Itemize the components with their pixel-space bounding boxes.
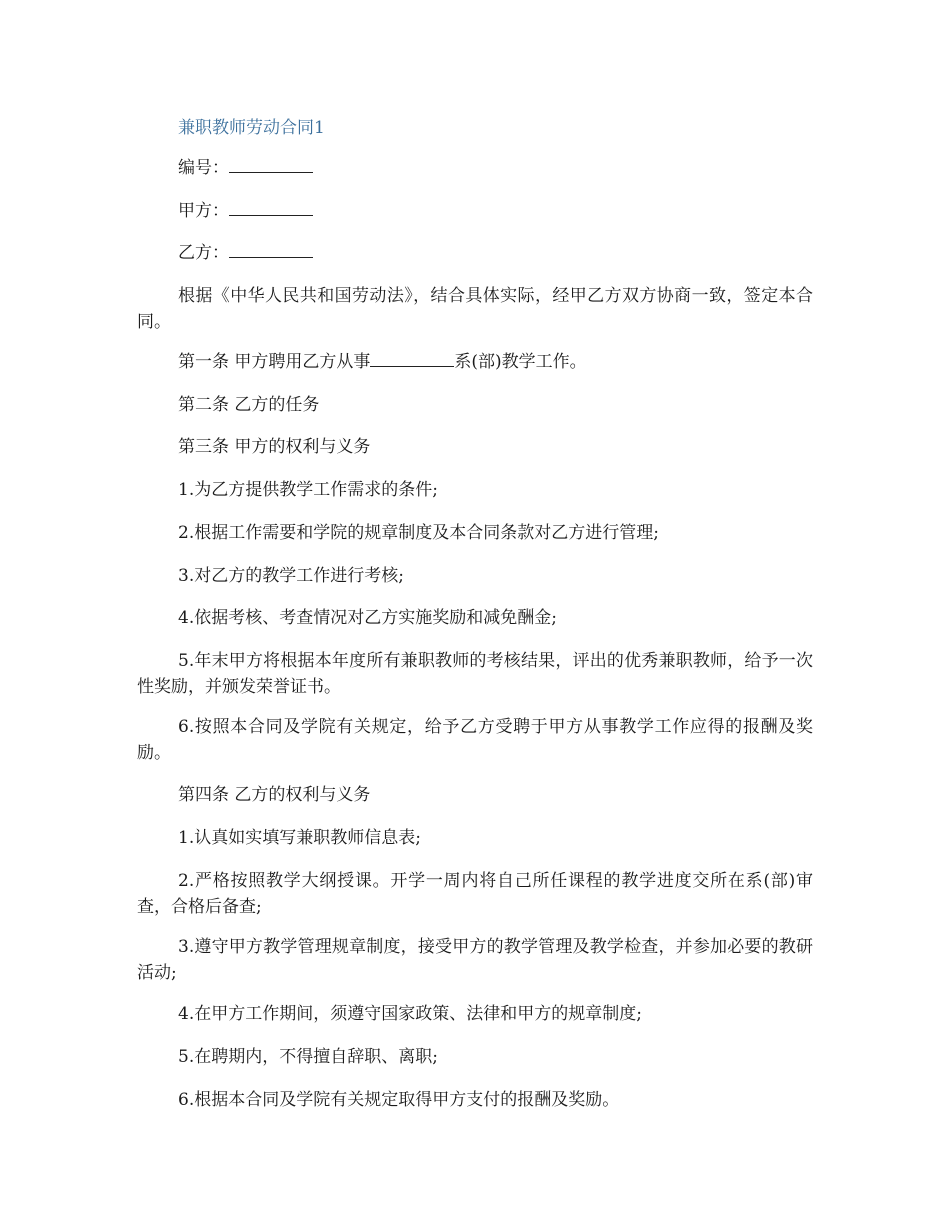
number-label: 编号： <box>178 158 229 178</box>
party-b-blank <box>229 243 313 258</box>
article-4-item: 4.在甲方工作期间，须遵守国家政策、法律和甲方的规章制度; <box>178 1004 642 1024</box>
party-a-field <box>178 198 313 224</box>
article-1-text-after: 系(部)教学工作。 <box>454 352 587 372</box>
article-3-item: 2.根据工作需要和学院的规章制度及本合同条款对乙方进行管理; <box>178 523 659 543</box>
article-4-item: 3.遵守甲方教学管理规章制度，接受甲方的教学管理及教学检查，并参加必要的教研活动; <box>137 937 813 983</box>
number-field <box>178 155 313 181</box>
article-3-item: 5.年末甲方将根据本年度所有兼职教师的考核结果，评出的优秀兼职教师，给予一次性奖励，并颁发荣誉证书。 <box>137 651 813 697</box>
article-1-text-before: 第一条 甲方聘用乙方从事 <box>178 352 371 372</box>
party-b-field <box>178 240 313 266</box>
number-blank <box>229 158 313 173</box>
article-1 <box>178 349 587 375</box>
article-1-blank <box>370 352 454 367</box>
article-4-item: 2.严格按照教学大纲授课。开学一周内将自己所任课程的教学进度交所在系(部)审查，合格后备查; <box>137 871 813 917</box>
article-4-item: 1.认真如实填写兼职教师信息表; <box>178 828 421 848</box>
document-title: 兼职教师劳动合同1 <box>178 118 325 138</box>
article-2-heading: 第二条 乙方的任务 <box>178 395 320 415</box>
party-a-label: 甲方： <box>178 201 229 221</box>
article-3-heading: 第三条 甲方的权利与义务 <box>178 437 371 457</box>
party-b-label: 乙方： <box>178 243 229 263</box>
article-3-item: 6.按照本合同及学院有关规定，给予乙方受聘于甲方从事教学工作应得的报酬及奖励。 <box>137 717 813 763</box>
intro-paragraph: 根据《中华人民共和国劳动法》，结合具体实际，经甲乙方双方协商一致，签定本合同。 <box>137 286 813 332</box>
article-4-item: 5.在聘期内，不得擅自辞职、离职; <box>178 1047 438 1067</box>
article-3-item: 4.依据考核、考查情况对乙方实施奖励和减免酬金; <box>178 608 557 628</box>
party-a-blank <box>229 201 313 216</box>
article-3-item: 3.对乙方的教学工作进行考核; <box>178 566 404 586</box>
article-4-heading: 第四条 乙方的权利与义务 <box>178 785 371 805</box>
article-4-item: 6.根据本合同及学院有关规定取得甲方支付的报酬及奖励。 <box>178 1090 620 1110</box>
article-3-item: 1.为乙方提供教学工作需求的条件; <box>178 480 438 500</box>
